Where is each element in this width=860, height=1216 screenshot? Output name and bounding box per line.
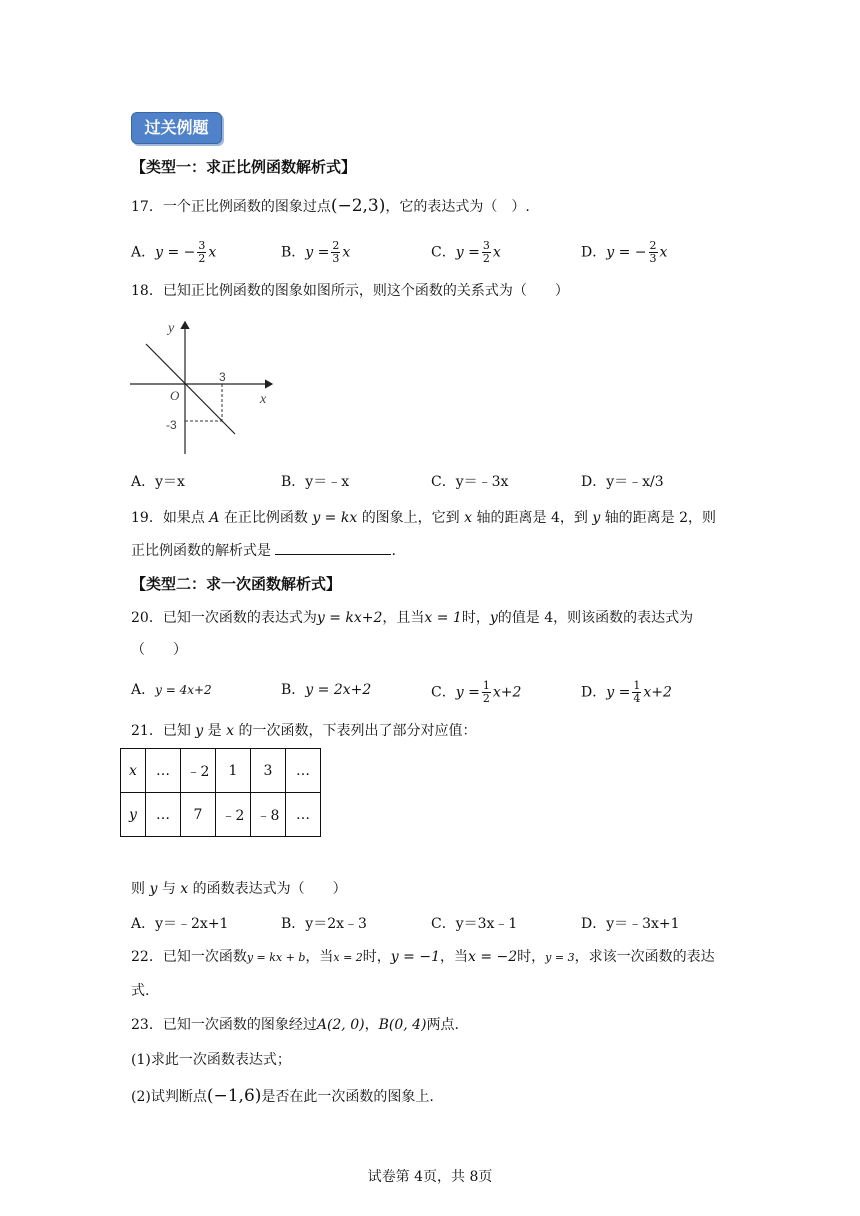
table-row (121, 749, 321, 793)
table-row (121, 793, 321, 837)
q20-option-b[interactable]: B．y = 2x+2 (281, 682, 372, 698)
q21-option-d[interactable]: D．y＝﹣3x+1 (581, 916, 680, 932)
q22-line2: 式. (131, 983, 150, 999)
table-cell: … (146, 793, 181, 837)
q22-stem: 22．已知一次函数y = kx + b，当x = 2时，y = −1，当x = −2时，y = 3，求该一次函数的表达 (131, 949, 715, 965)
q18-option-d[interactable]: D．y＝﹣x/3 (581, 474, 664, 490)
q20-stem: 20．已知一次函数的表达式为y = kx+2，且当x = 1时，y的值是 4，则该函数的表达式为 (131, 610, 694, 626)
x-axis-label: x (260, 392, 267, 407)
q21-option-c[interactable]: C．y＝3x﹣1 (431, 916, 518, 932)
table-cell: x (121, 749, 146, 793)
table-cell: 3 (251, 749, 286, 793)
q23-sub1: (1)求此一次函数表达式； (131, 1052, 291, 1068)
section-badge: 过关例题 (131, 112, 222, 144)
table-cell: ﹣2 (216, 793, 251, 837)
q20-option-d[interactable]: D．y = $\frac{1}{4}$ x+2 (581, 679, 672, 705)
page-footer: 试卷第 4页，共 8页 (367, 1169, 493, 1185)
q18-graph (128, 316, 278, 456)
q18-option-b[interactable]: B．y＝﹣x (281, 474, 350, 490)
table-cell: y (121, 793, 146, 837)
table-cell: ﹣8 (251, 793, 286, 837)
q19-answer-blank[interactable] (275, 540, 391, 555)
q21-question: 则 y 与 x 的函数表达式为（ ） (131, 881, 347, 897)
q21-option-b[interactable]: B．y＝2x﹣3 (281, 916, 367, 932)
table-cell: 7 (181, 793, 216, 837)
y-tick-label: -3 (166, 418, 177, 432)
q19-stem: 19．如果点 A 在正比例函数 y = kx 的图象上，它到 x 轴的距离是 4，到 y 轴的距离是 2，则 (131, 510, 717, 526)
origin-label: O (170, 388, 180, 403)
q21-stem: 21．已知 y 是 x 的一次函数，下表列出了部分对应值： (131, 723, 477, 739)
table-cell: ﹣2 (181, 749, 216, 793)
q17-option-a[interactable]: A．y = − $\frac{3}{2}$ x (131, 239, 217, 265)
q17-option-d[interactable]: D．y = − $\frac{2}{3}$ x (581, 239, 668, 265)
q23-stem: 23．已知一次函数的图象经过A(2, 0)，B(0, 4)两点. (131, 1017, 459, 1033)
q20-option-c[interactable]: C．y = $\frac{1}{2}$ x+2 (431, 679, 522, 705)
type2-heading: 【类型二：求一次函数解析式】 (131, 575, 342, 593)
q23-sub2: (2)试判断点(−1,6)是否在此一次函数的图象上. (131, 1086, 434, 1106)
q20-option-a[interactable]: A．y = 4x+2 (131, 682, 212, 698)
table-cell: … (286, 793, 321, 837)
y-axis-label: y (168, 321, 175, 336)
q21-value-table (120, 748, 321, 837)
table-cell: … (146, 749, 181, 793)
q17-option-b[interactable]: B．y = $\frac{2}{3}$ x (281, 239, 351, 265)
table-cell: 1 (216, 749, 251, 793)
q18-stem: 18．已知正比例函数的图象如图所示，则这个函数的关系式为（ ） (131, 283, 569, 299)
q20-paren: （ ） (131, 642, 187, 658)
q17-option-c[interactable]: C．y = $\frac{3}{2}$ x (431, 239, 501, 265)
q21-option-a[interactable]: A．y＝﹣2x+1 (131, 916, 229, 932)
x-tick-label: 3 (219, 370, 226, 384)
table-cell: … (286, 749, 321, 793)
q18-option-c[interactable]: C．y＝﹣3x (431, 474, 509, 490)
q19-line2: 正比例函数的解析式是 . (131, 540, 396, 561)
q17-stem: 17．一个正比例函数的图象过点(−2,3)，它的表达式为（ ）. (131, 196, 530, 216)
type1-heading: 【类型一：求正比例函数解析式】 (131, 158, 357, 176)
q18-option-a[interactable]: A．y＝x (131, 474, 185, 490)
